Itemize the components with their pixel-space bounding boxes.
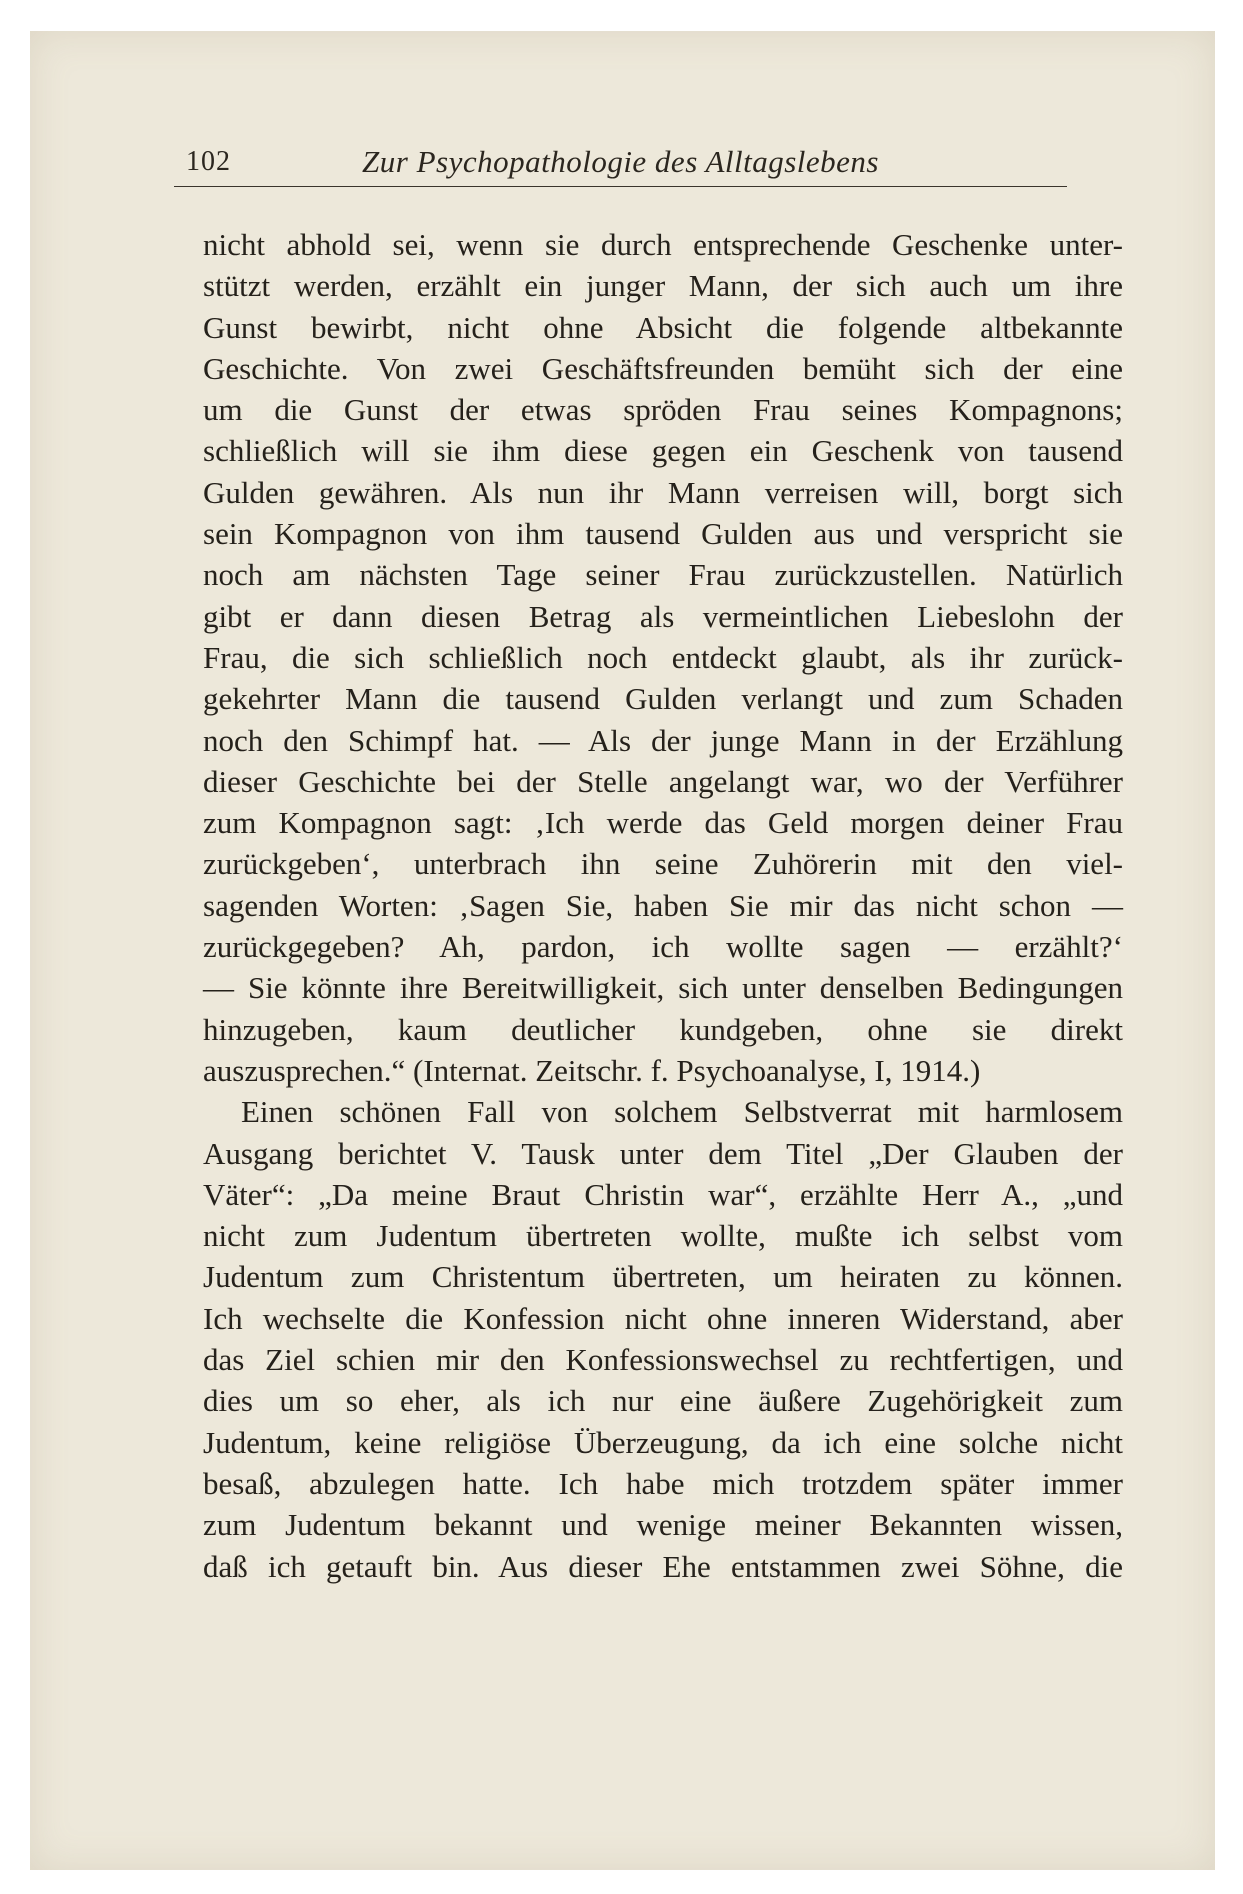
text-line: nicht zum Judentum übertreten wollte, mußte ich selbst vom	[203, 1218, 1123, 1254]
text-line: gekehrter Mann die tausend Gulden verlangt und zum Schaden	[203, 681, 1123, 717]
text-line: noch am nächsten Tage seiner Frau zurückzustellen. Natürlich	[203, 557, 1123, 593]
running-header	[174, 136, 1067, 187]
text-line: besaß, abzulegen hatte. Ich habe mich trotzdem später immer	[203, 1465, 1123, 1501]
text-line: Judentum zum Christentum übertreten, um heiraten zu können.	[203, 1259, 1123, 1295]
text-line: noch den Schimpf hat. — Als der junge Mann in der Erzählung	[203, 722, 1123, 758]
text-line: gibt er dann diesen Betrag als vermeintlichen Liebeslohn der	[203, 598, 1123, 634]
running-title: Zur Psychopathologie des Alltagslebens	[362, 144, 879, 179]
text-line: sein Kompagnon von ihm tausend Gulden aus und verspricht sie	[203, 516, 1123, 552]
text-line: das Ziel schien mir den Konfessionswechsel zu rechtfertigen, und	[203, 1342, 1123, 1378]
text-line: zurückgeben‘, unterbrach ihn seine Zuhörerin mit den viel-	[203, 846, 1123, 882]
text-line: Frau, die sich schließlich noch entdeckt glaubt, als ihr zurück-	[203, 639, 1123, 675]
text-line: stützt werden, erzählt ein junger Mann, der sich auch um ihre	[203, 268, 1123, 304]
text-line: um die Gunst der etwas spröden Frau seines Kompagnons;	[203, 392, 1123, 428]
body-text	[203, 224, 1123, 1587]
text-line: daß ich getauft bin. Aus dieser Ehe entstammen zwei Söhne, die	[203, 1548, 1123, 1584]
text-line: Gulden gewähren. Als nun ihr Mann verreisen will, borgt sich	[203, 474, 1123, 510]
text-line: zum Judentum bekannt und wenige meiner Bekannten wissen,	[203, 1507, 1123, 1543]
text-line: dieser Geschichte bei der Stelle angelangt war, wo der Verführer	[203, 763, 1123, 799]
page-number: 102	[186, 146, 231, 177]
text-line: Geschichte. Von zwei Geschäftsfreunden bemüht sich der eine	[203, 350, 1123, 386]
text-line: Ausgang berichtet V. Tausk unter dem Titel „Der Glauben der	[203, 1135, 1123, 1171]
text-line: zum Kompagnon sagt: ‚Ich werde das Geld morgen deiner Frau	[203, 805, 1123, 841]
text-line: schließlich will sie ihm diese gegen ein Geschenk von tausend	[203, 433, 1123, 469]
text-line: nicht abhold sei, wenn sie durch entsprechende Geschenke unter-	[203, 227, 1123, 262]
text-line: sagenden Worten: ‚Sagen Sie, haben Sie mir das nicht schon —	[203, 887, 1123, 923]
text-line: Väter“: „Da meine Braut Christin war“, erzählte Herr A., „und	[203, 1176, 1123, 1212]
text-line: Judentum, keine religiöse Überzeugung, da ich eine solche nicht	[203, 1424, 1123, 1460]
text-line: Ich wechselte die Konfession nicht ohne inneren Widerstand, aber	[203, 1300, 1123, 1336]
text-line: hinzugeben, kaum deutlicher kundgeben, ohne sie direkt	[203, 1011, 1123, 1047]
text-line: dies um so eher, als ich nur eine äußere Zugehörigkeit zum	[203, 1383, 1123, 1419]
text-line: — Sie könnte ihre Bereitwilligkeit, sich unter denselben Bedingungen	[203, 970, 1123, 1006]
text-line: Gunst bewirbt, nicht ohne Absicht die folgende altbekannte	[203, 309, 1123, 345]
paragraph-start-line: Einen schönen Fall von solchem Selbstverrat mit harmlosem	[241, 1094, 1123, 1130]
text-line: zurückgegeben? Ah, pardon, ich wollte sagen — erzählt?‘	[203, 929, 1123, 965]
paragraph-end-line: auszusprechen.“ (Internat. Zeitschr. f. Psychoanalyse, I, 1914.)	[203, 1052, 981, 1088]
